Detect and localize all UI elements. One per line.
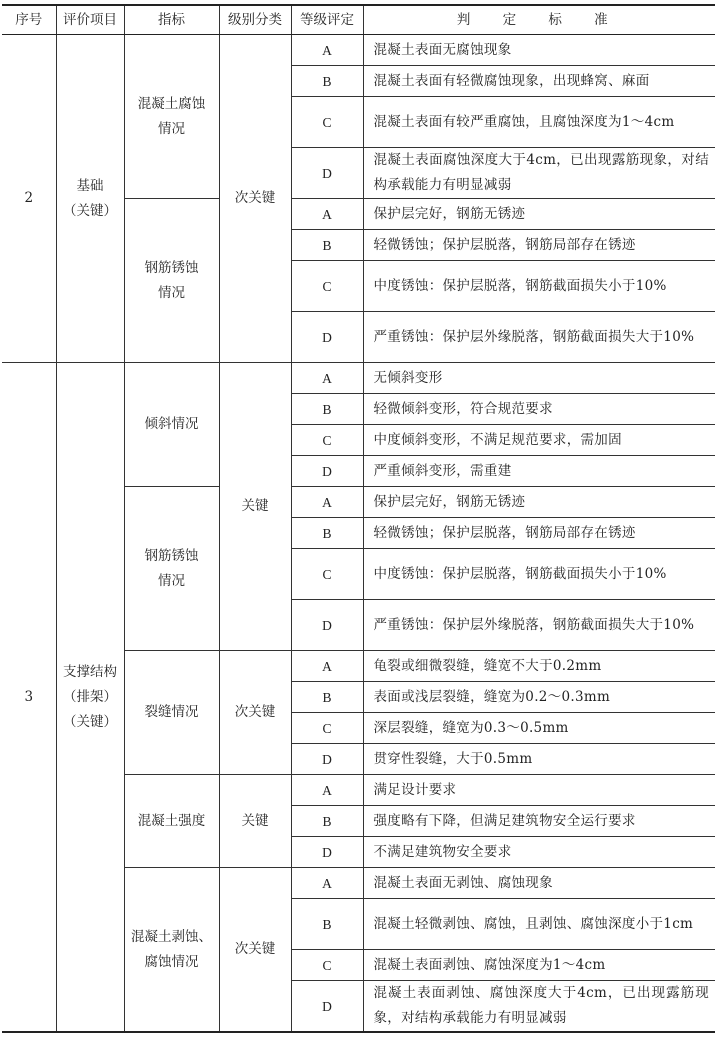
standard-cell: 混凝土表面有轻微腐蚀现象，出现蜂窝、麻面 bbox=[363, 66, 715, 97]
standard-cell: 混凝土表面无腐蚀现象 bbox=[363, 35, 715, 66]
standard-cell: 轻微锈蚀；保护层脱落，钢筋局部存在锈迹 bbox=[363, 518, 715, 549]
standard-cell: 强度略有下降，但满足建筑物安全运行要求 bbox=[363, 806, 715, 837]
table-row bbox=[2, 363, 715, 394]
level-cell: C bbox=[291, 549, 363, 600]
header-item: 评价项目 bbox=[56, 5, 124, 35]
standard-cell: 贯穿性裂缝，大于0.5mm bbox=[363, 744, 715, 775]
group-item: 支撑结构 （排架） （关键） bbox=[56, 363, 124, 1033]
header-standard: 判 定 标 准 bbox=[363, 5, 715, 35]
level-cell: C bbox=[291, 97, 363, 148]
indicator-name: 混凝土剥蚀、 腐蚀情况 bbox=[124, 868, 219, 1033]
standard-cell: 混凝土表面腐蚀深度大于4cm，已出现露筋现象，对结构承载能力有明显减弱 bbox=[363, 148, 715, 199]
standard-cell: 混凝土表面有较严重腐蚀，且腐蚀深度为1～4cm bbox=[363, 97, 715, 148]
class-cell: 关键 bbox=[219, 775, 291, 868]
table-row bbox=[2, 35, 715, 66]
level-cell: B bbox=[291, 806, 363, 837]
level-cell: B bbox=[291, 394, 363, 425]
level-cell: D bbox=[291, 600, 363, 651]
level-cell: D bbox=[291, 148, 363, 199]
level-cell: D bbox=[291, 837, 363, 868]
indicator-name: 混凝土强度 bbox=[124, 775, 219, 868]
level-cell: C bbox=[291, 261, 363, 312]
level-cell: A bbox=[291, 775, 363, 806]
standard-cell: 严重锈蚀：保护层外缘脱落，钢筋截面损失大于10% bbox=[363, 600, 715, 651]
header-no: 序号 bbox=[2, 5, 56, 35]
indicator-name: 混凝土腐蚀 情况 bbox=[124, 35, 219, 199]
header-class: 级别分类 bbox=[219, 5, 291, 35]
class-cell: 次关键 bbox=[219, 35, 291, 363]
level-cell: B bbox=[291, 682, 363, 713]
level-cell: A bbox=[291, 651, 363, 682]
level-cell: B bbox=[291, 518, 363, 549]
standard-cell: 满足设计要求 bbox=[363, 775, 715, 806]
indicator-name: 钢筋锈蚀 情况 bbox=[124, 487, 219, 651]
level-cell: D bbox=[291, 744, 363, 775]
group-item: 基础 （关键） bbox=[56, 35, 124, 363]
header-indicator: 指标 bbox=[124, 5, 219, 35]
level-cell: A bbox=[291, 363, 363, 394]
level-cell: B bbox=[291, 66, 363, 97]
standard-cell: 龟裂或细微裂缝，缝宽不大于0.2mm bbox=[363, 651, 715, 682]
standard-cell: 轻微倾斜变形，符合规范要求 bbox=[363, 394, 715, 425]
header-row bbox=[2, 5, 715, 35]
group-no: 2 bbox=[2, 35, 56, 363]
header-level: 等级评定 bbox=[291, 5, 363, 35]
standard-cell: 混凝土轻微剥蚀、腐蚀，且剥蚀、腐蚀深度小于1cm bbox=[363, 899, 715, 950]
standard-cell: 中度倾斜变形，不满足规范要求，需加固 bbox=[363, 425, 715, 456]
level-cell: C bbox=[291, 425, 363, 456]
standard-cell: 严重倾斜变形，需重建 bbox=[363, 456, 715, 487]
level-cell: A bbox=[291, 35, 363, 66]
indicator-name: 裂缝情况 bbox=[124, 651, 219, 775]
standard-cell: 保护层完好，钢筋无锈迹 bbox=[363, 199, 715, 230]
level-cell: C bbox=[291, 950, 363, 981]
level-cell: A bbox=[291, 199, 363, 230]
standard-cell: 中度锈蚀：保护层脱落，钢筋截面损失小于10% bbox=[363, 261, 715, 312]
indicator-name: 倾斜情况 bbox=[124, 363, 219, 487]
level-cell: D bbox=[291, 981, 363, 1033]
standard-cell: 保护层完好，钢筋无锈迹 bbox=[363, 487, 715, 518]
standard-cell: 不满足建筑物安全要求 bbox=[363, 837, 715, 868]
standard-cell: 深层裂缝，缝宽为0.3～0.5mm bbox=[363, 713, 715, 744]
class-cell: 次关键 bbox=[219, 651, 291, 775]
level-cell: D bbox=[291, 456, 363, 487]
standard-cell: 混凝土表面剥蚀、腐蚀深度为1～4cm bbox=[363, 950, 715, 981]
standard-cell: 混凝土表面无剥蚀、腐蚀现象 bbox=[363, 868, 715, 899]
level-cell: C bbox=[291, 713, 363, 744]
standard-cell: 轻微锈蚀；保护层脱落，钢筋局部存在锈迹 bbox=[363, 230, 715, 261]
group-no: 3 bbox=[2, 363, 56, 1033]
indicator-name: 钢筋锈蚀 情况 bbox=[124, 199, 219, 363]
standard-cell: 中度锈蚀：保护层脱落，钢筋截面损失小于10% bbox=[363, 549, 715, 600]
evaluation-table bbox=[2, 4, 715, 1033]
level-cell: B bbox=[291, 230, 363, 261]
level-cell: D bbox=[291, 312, 363, 363]
class-cell: 关键 bbox=[219, 363, 291, 651]
standard-cell: 表面或浅层裂缝，缝宽为0.2～0.3mm bbox=[363, 682, 715, 713]
level-cell: A bbox=[291, 487, 363, 518]
class-cell: 次关键 bbox=[219, 868, 291, 1033]
standard-cell: 无倾斜变形 bbox=[363, 363, 715, 394]
standard-cell: 混凝土表面剥蚀、腐蚀深度大于4cm，已出现露筋现象，对结构承载能力有明显减弱 bbox=[363, 981, 715, 1033]
level-cell: B bbox=[291, 899, 363, 950]
standard-cell: 严重锈蚀：保护层外缘脱落，钢筋截面损失大于10% bbox=[363, 312, 715, 363]
level-cell: A bbox=[291, 868, 363, 899]
